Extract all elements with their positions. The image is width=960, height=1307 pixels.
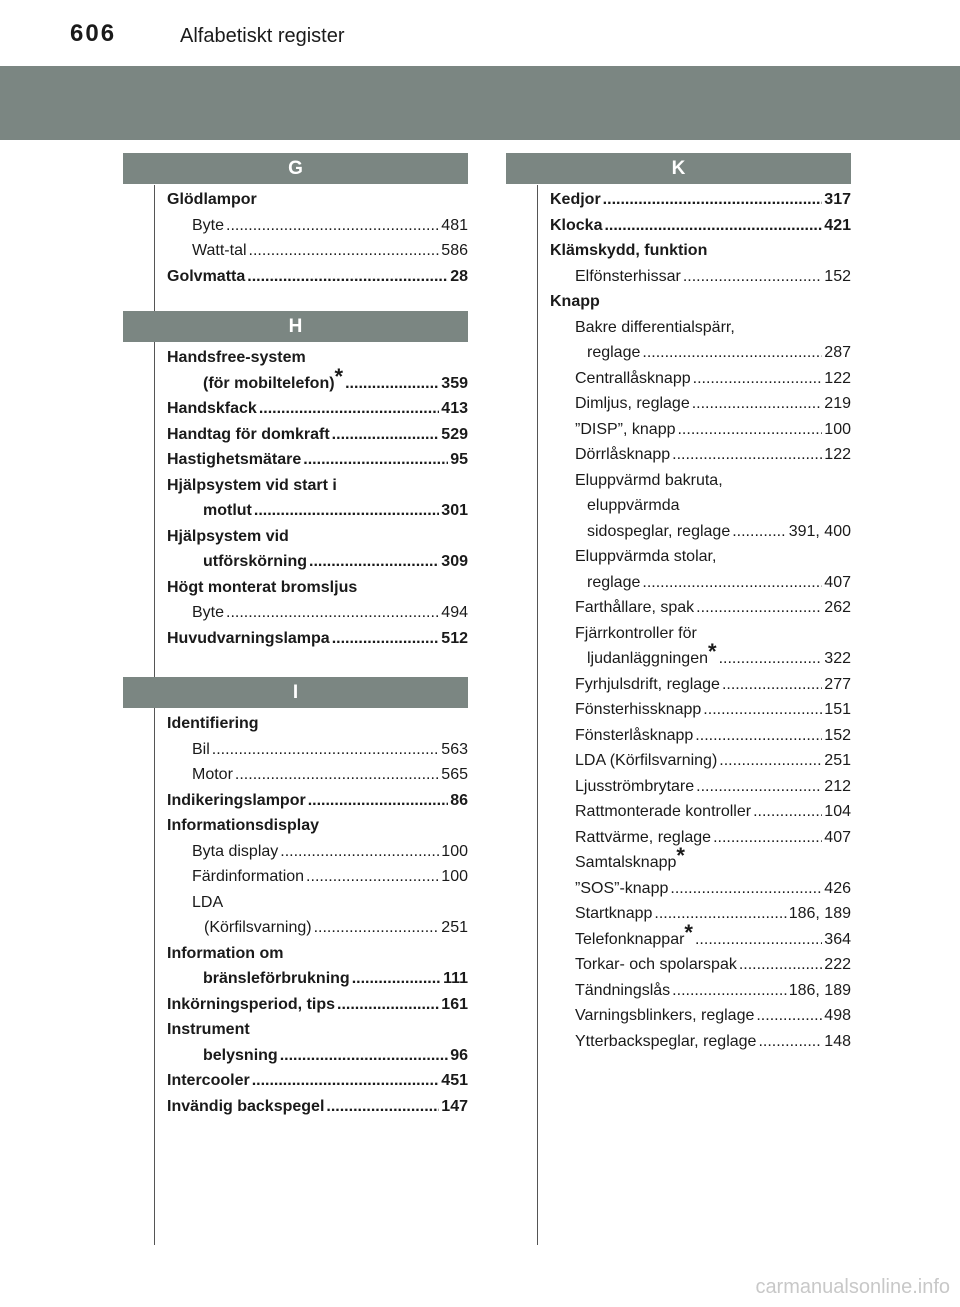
entry-label: Byta display bbox=[192, 842, 279, 860]
entry-page: 322 bbox=[824, 650, 851, 667]
watermark: carmanualsonline.info bbox=[755, 1276, 950, 1298]
index-entry bbox=[167, 575, 468, 601]
index-entry bbox=[550, 213, 851, 239]
entry-label: Högt monterat bromsljus bbox=[167, 578, 358, 596]
entry-label: Inkörningsperiod, tips bbox=[167, 995, 336, 1013]
index-entry bbox=[550, 639, 851, 672]
entry-page: 262 bbox=[824, 599, 851, 616]
entry-label: Invändig backspegel bbox=[167, 1097, 325, 1115]
entry-list bbox=[123, 708, 468, 1119]
entry-page: 122 bbox=[824, 446, 851, 463]
leader-dots bbox=[739, 952, 822, 978]
entry-page: 212 bbox=[824, 777, 851, 795]
index-entry bbox=[550, 519, 851, 545]
entry-page: 563 bbox=[441, 740, 468, 758]
leader-dots bbox=[259, 396, 439, 422]
entry-page: 222 bbox=[824, 956, 851, 973]
index-entry bbox=[167, 363, 468, 397]
index-entry bbox=[550, 723, 851, 749]
entry-page: 151 bbox=[824, 701, 851, 718]
entry-page: 251 bbox=[824, 752, 851, 769]
leader-dots bbox=[642, 340, 822, 366]
index-entry bbox=[167, 238, 468, 264]
index-entry bbox=[550, 843, 851, 876]
leader-dots bbox=[719, 748, 822, 774]
entry-page: 111 bbox=[443, 970, 468, 987]
index-entry bbox=[167, 737, 468, 763]
index-entry bbox=[167, 1017, 468, 1043]
entry-label: Intercooler bbox=[167, 1072, 250, 1089]
entry-label: Ytterbackspeglar, reglage bbox=[575, 1032, 757, 1050]
entry-page: 251 bbox=[441, 919, 468, 936]
entry-page: 152 bbox=[824, 267, 851, 285]
index-entry bbox=[167, 813, 468, 839]
entry-page: 359 bbox=[441, 374, 468, 392]
entry-page: 565 bbox=[441, 766, 468, 783]
entry-label: Rattvärme, reglage bbox=[575, 828, 712, 846]
index-entry bbox=[550, 544, 851, 570]
index-entry bbox=[550, 876, 851, 902]
entry-label: Rattmonterade kontroller bbox=[575, 803, 752, 820]
entry-label: Kedjor bbox=[550, 191, 601, 208]
index-entry bbox=[550, 901, 851, 927]
entry-label: Hastighetsmätare bbox=[167, 451, 302, 468]
index-entry bbox=[550, 366, 851, 392]
index-entry bbox=[167, 498, 468, 524]
entry-label: Glödlampor bbox=[167, 191, 257, 208]
header-band bbox=[0, 66, 960, 140]
entry-page: 498 bbox=[824, 1007, 851, 1024]
entry-label: Torkar- och spolarspak bbox=[575, 956, 737, 973]
leader-dots bbox=[719, 646, 823, 672]
entry-page: 96 bbox=[450, 1046, 468, 1064]
entry-page: 407 bbox=[824, 828, 851, 846]
leader-dots bbox=[352, 966, 441, 992]
leader-dots bbox=[756, 1003, 822, 1029]
index-entry bbox=[167, 711, 468, 737]
index-entry bbox=[550, 391, 851, 417]
leader-dots bbox=[280, 1043, 449, 1069]
entry-label: motlut bbox=[203, 502, 252, 519]
entry-label: Fönsterhissknapp bbox=[575, 701, 702, 718]
index-entry bbox=[550, 799, 851, 825]
index-entry bbox=[167, 213, 468, 239]
index-section-h bbox=[123, 311, 468, 651]
entry-page: 122 bbox=[824, 369, 851, 387]
entry-label: (för mobiltelefon)* bbox=[203, 363, 344, 392]
leader-dots bbox=[226, 213, 439, 239]
section-letter: G bbox=[123, 153, 468, 184]
entry-label: Knapp bbox=[550, 293, 600, 310]
index-entry bbox=[550, 1003, 851, 1029]
page-title: Alfabetiskt register bbox=[180, 25, 345, 47]
index-entry bbox=[550, 1029, 851, 1055]
leader-dots bbox=[753, 799, 822, 825]
index-entry bbox=[167, 915, 468, 941]
entry-list bbox=[123, 342, 468, 651]
entry-page: 413 bbox=[441, 400, 468, 417]
entry-label: Eluppvärmda stolar, bbox=[575, 548, 717, 565]
index-entry bbox=[550, 595, 851, 621]
entry-label: Handsfree-system bbox=[167, 349, 306, 366]
entry-page: 309 bbox=[441, 553, 468, 570]
index-entry bbox=[167, 345, 468, 371]
leader-dots bbox=[672, 978, 787, 1004]
leader-dots bbox=[670, 876, 822, 902]
leader-dots bbox=[722, 672, 822, 698]
leader-dots bbox=[226, 600, 439, 626]
entry-label: Huvudvarningslampa bbox=[167, 629, 330, 647]
entry-page: 364 bbox=[824, 930, 851, 948]
entry-label: belysning bbox=[203, 1046, 278, 1064]
entry-page: 100 bbox=[441, 842, 468, 860]
index-entry bbox=[167, 264, 468, 290]
index-entry bbox=[550, 570, 851, 596]
index-entry bbox=[550, 442, 851, 468]
entry-label: Handskfack bbox=[167, 400, 257, 417]
index-entry bbox=[550, 493, 851, 519]
entry-page: 407 bbox=[824, 573, 851, 591]
entry-label: Eluppvärmd bakruta, bbox=[575, 471, 723, 489]
entry-label: Informationsdisplay bbox=[167, 817, 320, 834]
index-entry bbox=[550, 289, 851, 315]
entry-label: Ljusströmbrytare bbox=[575, 777, 695, 795]
section-gap bbox=[123, 651, 468, 677]
index-entry bbox=[167, 1043, 468, 1069]
leader-dots bbox=[212, 737, 440, 763]
index-entry bbox=[550, 340, 851, 366]
leader-dots bbox=[603, 187, 823, 213]
entry-label: utförskörning bbox=[203, 553, 307, 570]
leader-dots bbox=[677, 417, 822, 443]
entry-label: reglage bbox=[587, 573, 641, 591]
entry-label: Fönsterlåsknapp bbox=[575, 726, 694, 744]
entry-label: Telefonknappar* bbox=[575, 919, 693, 948]
entry-label: Samtalsknapp* bbox=[575, 843, 685, 871]
index-entry bbox=[167, 864, 468, 890]
index-entry bbox=[550, 672, 851, 698]
section-letter: I bbox=[123, 677, 468, 708]
entry-label: Elfönsterhissar bbox=[575, 267, 681, 285]
index-entry bbox=[550, 748, 851, 774]
index-column-left bbox=[123, 153, 468, 1119]
entry-label: eluppvärmda bbox=[587, 497, 680, 514]
leader-dots bbox=[280, 839, 439, 865]
entry-page: 421 bbox=[824, 216, 851, 234]
leader-dots bbox=[308, 788, 449, 814]
leader-dots bbox=[696, 595, 822, 621]
index-entry bbox=[550, 919, 851, 953]
index-entry bbox=[167, 422, 468, 448]
entry-label: Handtag för domkraft bbox=[167, 425, 330, 443]
entry-label: LDA bbox=[192, 893, 224, 911]
index-section-g bbox=[123, 153, 468, 289]
leader-dots bbox=[249, 238, 440, 264]
index-entry bbox=[550, 621, 851, 647]
leader-dots bbox=[683, 264, 822, 290]
leader-dots bbox=[672, 442, 822, 468]
entry-page: 148 bbox=[824, 1032, 851, 1050]
entry-label: LDA (Körfilsvarning) bbox=[575, 752, 718, 769]
leader-dots bbox=[235, 762, 439, 788]
index-entry bbox=[550, 417, 851, 443]
entry-page: 494 bbox=[441, 604, 468, 621]
entry-page: 86 bbox=[450, 791, 468, 809]
entry-page: 28 bbox=[450, 267, 468, 285]
index-entry bbox=[550, 774, 851, 800]
entry-label: Bakre differentialspärr, bbox=[575, 318, 735, 336]
entry-label: Byte bbox=[192, 604, 225, 621]
entry-label: Klocka bbox=[550, 216, 603, 234]
entry-page: 317 bbox=[824, 191, 851, 208]
entry-page: 451 bbox=[441, 1072, 468, 1089]
leader-dots bbox=[696, 774, 822, 800]
index-entry bbox=[167, 839, 468, 865]
section-gap bbox=[123, 289, 468, 311]
entry-page: 586 bbox=[441, 242, 468, 259]
index-entry bbox=[167, 890, 468, 916]
entry-label: reglage bbox=[587, 344, 641, 361]
index-entry bbox=[167, 941, 468, 967]
leader-dots bbox=[337, 992, 439, 1018]
index-entry bbox=[167, 966, 468, 992]
entry-page: 512 bbox=[441, 629, 468, 647]
leader-dots bbox=[306, 864, 439, 890]
leader-dots bbox=[703, 697, 822, 723]
entry-label: Golvmatta bbox=[167, 267, 246, 285]
entry-list bbox=[506, 184, 851, 1054]
index-entry bbox=[550, 264, 851, 290]
entry-label: Dörrlåsknapp bbox=[575, 446, 671, 463]
leader-dots bbox=[252, 1068, 440, 1094]
leader-dots bbox=[604, 213, 822, 239]
entry-label: sidospeglar, reglage bbox=[587, 522, 731, 540]
index-entry bbox=[167, 626, 468, 652]
index-entry bbox=[167, 788, 468, 814]
leader-dots bbox=[326, 1094, 439, 1120]
entry-label: Fjärrkontroller för bbox=[575, 624, 697, 642]
leader-dots bbox=[695, 927, 822, 953]
entry-label: (Körfilsvarning) bbox=[204, 919, 312, 936]
entry-page: 481 bbox=[441, 216, 468, 234]
entry-page: 529 bbox=[441, 425, 468, 443]
leader-dots bbox=[642, 570, 822, 596]
leader-dots bbox=[254, 498, 439, 524]
index-entry bbox=[550, 697, 851, 723]
entry-page: 95 bbox=[450, 451, 468, 468]
entry-label: Instrument bbox=[167, 1021, 250, 1038]
index-entry bbox=[550, 187, 851, 213]
entry-label: Information om bbox=[167, 944, 284, 962]
entry-label: Startknapp bbox=[575, 905, 653, 922]
entry-page: 152 bbox=[824, 726, 851, 744]
leader-dots bbox=[695, 723, 822, 749]
index-entry bbox=[550, 825, 851, 851]
leader-dots bbox=[314, 915, 440, 941]
entry-label: Fyrhjulsdrift, reglage bbox=[575, 675, 720, 693]
page-number: 606 bbox=[70, 20, 117, 47]
entry-page: 391, 400 bbox=[788, 522, 851, 540]
index-entry bbox=[550, 952, 851, 978]
section-letter: H bbox=[123, 311, 468, 342]
leader-dots bbox=[345, 371, 439, 397]
entry-label: Watt-tal bbox=[192, 242, 247, 259]
footnote-star: * bbox=[684, 919, 693, 945]
entry-page: 161 bbox=[441, 995, 468, 1013]
leader-dots bbox=[332, 626, 440, 652]
entry-label: ljudanläggningen* bbox=[587, 639, 717, 667]
entry-label: Motor bbox=[192, 766, 233, 783]
entry-page: 219 bbox=[824, 395, 851, 412]
index-entry bbox=[550, 238, 851, 264]
leader-dots bbox=[692, 391, 823, 417]
leader-dots bbox=[732, 519, 787, 545]
entry-label: ”DISP”, knapp bbox=[575, 420, 676, 438]
entry-label: Hjälpsystem vid start i bbox=[167, 476, 337, 494]
entry-page: 186, 189 bbox=[788, 981, 851, 999]
entry-page: 100 bbox=[441, 868, 468, 885]
index-entry bbox=[167, 992, 468, 1018]
section-letter: K bbox=[506, 153, 851, 184]
index-section-i bbox=[123, 677, 468, 1119]
index-entry bbox=[167, 187, 468, 213]
index-entry bbox=[167, 549, 468, 575]
index-entry bbox=[167, 473, 468, 499]
leader-dots bbox=[654, 901, 786, 927]
entry-label: Farthållare, spak bbox=[575, 599, 695, 616]
entry-label: Byte bbox=[192, 216, 225, 234]
index-entry bbox=[550, 468, 851, 494]
index-entry bbox=[167, 396, 468, 422]
leader-dots bbox=[758, 1029, 822, 1055]
entry-page: 277 bbox=[824, 675, 851, 693]
entry-label: Klämskydd, funktion bbox=[550, 242, 708, 259]
entry-label: bränsleförbrukning bbox=[203, 970, 350, 987]
index-column-right bbox=[506, 153, 851, 1054]
leader-dots bbox=[693, 366, 823, 392]
entry-label: Dimljus, reglage bbox=[575, 395, 690, 412]
entry-label: Tändningslås bbox=[575, 981, 671, 999]
index-entry bbox=[167, 762, 468, 788]
entry-page: 100 bbox=[824, 420, 851, 438]
index-entry bbox=[550, 315, 851, 341]
footnote-star: * bbox=[334, 363, 344, 389]
entry-page: 104 bbox=[824, 803, 851, 820]
entry-label: Centrallåsknapp bbox=[575, 369, 691, 387]
entry-list bbox=[123, 184, 468, 289]
entry-label: Indikeringslampor bbox=[167, 791, 306, 809]
index-entry bbox=[167, 447, 468, 473]
index-entry bbox=[167, 1094, 468, 1120]
entry-page: 287 bbox=[824, 344, 851, 361]
entry-label: Bil bbox=[192, 740, 210, 758]
index-entry bbox=[167, 524, 468, 550]
footnote-star: * bbox=[676, 843, 685, 868]
leader-dots bbox=[309, 549, 439, 575]
entry-label: Varningsblinkers, reglage bbox=[575, 1007, 755, 1024]
index-entry bbox=[550, 978, 851, 1004]
entry-page: 301 bbox=[441, 502, 468, 519]
entry-page: 426 bbox=[824, 879, 851, 897]
index-entry bbox=[167, 600, 468, 626]
entry-label: Identifiering bbox=[167, 715, 259, 732]
page-header bbox=[0, 0, 960, 60]
entry-page: 186, 189 bbox=[788, 905, 851, 922]
leader-dots bbox=[713, 825, 822, 851]
entry-page: 147 bbox=[441, 1097, 468, 1115]
entry-label: ”SOS”-knapp bbox=[575, 879, 669, 897]
leader-dots bbox=[332, 422, 440, 448]
entry-label: Färdinformation bbox=[192, 868, 305, 885]
index-section-k bbox=[506, 153, 851, 1054]
leader-dots bbox=[247, 264, 448, 290]
index-entry bbox=[167, 1068, 468, 1094]
footnote-star: * bbox=[708, 639, 717, 664]
leader-dots bbox=[303, 447, 448, 473]
entry-label: Hjälpsystem vid bbox=[167, 527, 289, 545]
